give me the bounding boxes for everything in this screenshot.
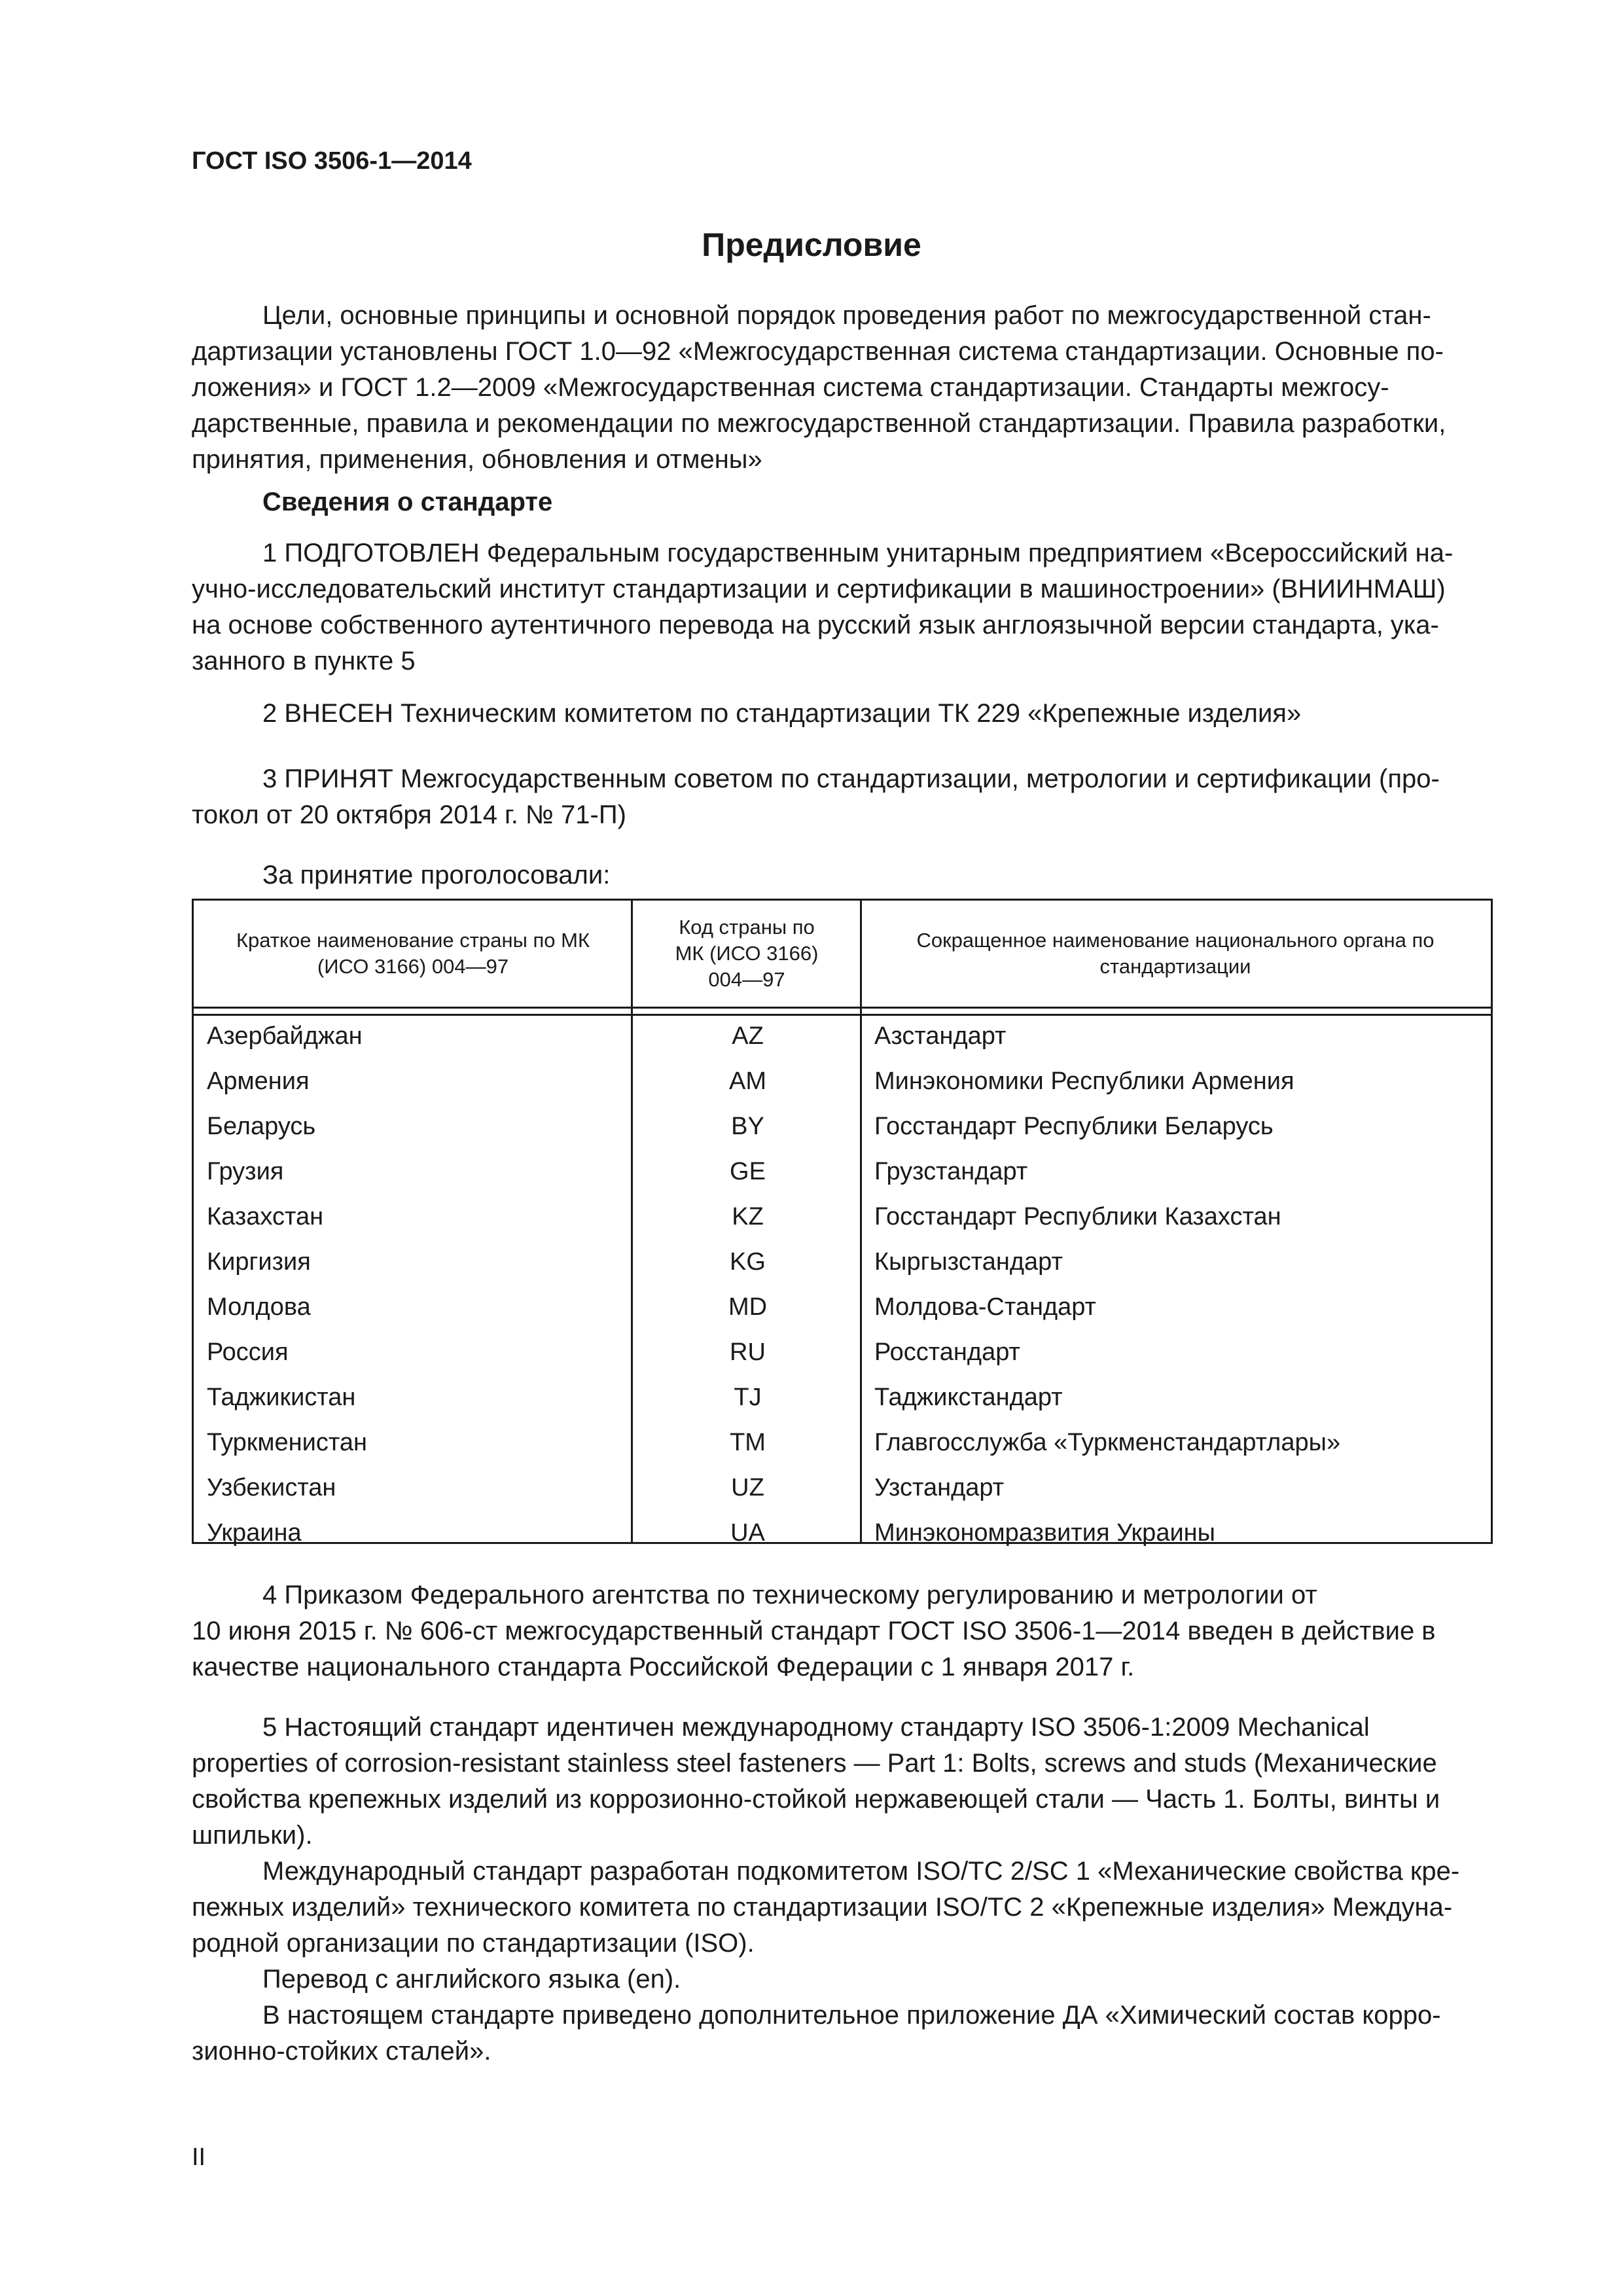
item-5-paragraph (192, 1710, 1492, 2070)
item-5-line: properties of corrosion-resistant stainless steel fasteners — Part 1: Bolts, screws and studs (Механические (192, 1749, 1437, 1778)
country-code: KZ (732, 1203, 764, 1230)
item-5-line: свойства крепежных изделий из коррозионно-стойкой нержавеющей стали — Часть 1. Болты, винты и (192, 1785, 1440, 1814)
page-number: II (192, 2144, 206, 2171)
intro-line: принятия, применения, обновления и отмены» (192, 445, 762, 474)
table-row (194, 1151, 1491, 1196)
table-row (194, 1332, 1491, 1377)
country-name: Азербайджан (207, 1022, 363, 1050)
item-4-line: качестве национального стандарта Российской Федерации с 1 января 2017 г. (192, 1653, 1135, 1681)
standards-body: Молдова-Стандарт (874, 1293, 1096, 1321)
country-name: Россия (207, 1338, 289, 1366)
page-title: Предисловие (702, 226, 921, 263)
intro-line: Цели, основные принципы и основной порядок проведения работ по межгосударственной стан- (262, 301, 1431, 330)
country-name: Узбекистан (207, 1474, 336, 1501)
item-5-line: 5 Настоящий стандарт идентичен международному стандарту ISO 3506-1:2009 Mechanical (262, 1713, 1370, 1742)
table-row (194, 1377, 1491, 1422)
table-row (194, 1196, 1491, 1242)
item-5-para2-line: пежных изделий» технического комитета по стандартизации ISO/TC 2 «Крепежные изделия» Междуна- (192, 1893, 1453, 1922)
item-4-paragraph (192, 1577, 1492, 1685)
item-1-line: 1 ПОДГОТОВЛЕН Федеральным государственным унитарным предприятием «Всероссийский на- (262, 539, 1454, 567)
standards-body: Минэкономики Республики Армения (874, 1067, 1294, 1095)
table-row (194, 1422, 1491, 1467)
country-code: GE (730, 1158, 766, 1185)
item-1-line: учно-исследовательский институт стандартизации и сертификации в машиностроении» (ВНИИНМАШ) (192, 575, 1446, 603)
country-code: TJ (734, 1384, 762, 1411)
intro-line: ложения» и ГОСТ 1.2—2009 «Межгосударственная система стандартизации. Стандарты межгосу- (192, 373, 1389, 402)
intro-paragraph (192, 298, 1492, 478)
item-1-line: занного в пункте 5 (192, 647, 416, 675)
country-code: UZ (731, 1474, 764, 1501)
item-3-line: токол от 20 октября 2014 г. № 71-П) (192, 800, 626, 829)
country-name: Молдова (207, 1293, 311, 1321)
standards-body: Главгосслужба «Туркменстандартлары» (874, 1429, 1341, 1456)
table-header-country: Краткое наименование страны по МК (ИСО 3166) 004—97 (236, 929, 590, 978)
standards-body: Госстандарт Республики Казахстан (874, 1203, 1281, 1230)
table-row (194, 1287, 1491, 1332)
country-name: Армения (207, 1067, 310, 1095)
item-5-para4-line: В настоящем стандарте приведено дополнительное приложение ДА «Химический состав корро- (262, 2001, 1441, 2030)
standards-body: Грузстандарт (874, 1158, 1028, 1185)
country-code: BY (731, 1113, 764, 1140)
item-1-paragraph (192, 535, 1492, 679)
country-name: Таджикистан (207, 1384, 356, 1411)
country-name: Казахстан (207, 1203, 324, 1230)
country-name: Киргизия (207, 1248, 311, 1276)
country-name: Грузия (207, 1158, 284, 1185)
item-5-para4-line: зионно-стойких сталей». (192, 2037, 491, 2066)
standards-body: Кыргызстандарт (874, 1248, 1063, 1276)
table-row (194, 1061, 1491, 1106)
table-header-code: Код страны по МК (ИСО 3166) 004—97 (675, 916, 819, 991)
item-3-line: 3 ПРИНЯТ Межгосударственным советом по стандартизации, метрологии и сертификации (про- (262, 764, 1440, 793)
table-row (194, 1513, 1491, 1558)
country-code: AM (729, 1067, 766, 1095)
table-row (194, 1242, 1491, 1287)
table-header-body: Сокращенное наименование национального органа по стандартизации (916, 929, 1435, 978)
item-5-para2-line: родной организации по стандартизации (ISO). (192, 1929, 755, 1958)
info-heading: Сведения о стандарте (262, 488, 553, 516)
table-row (194, 1467, 1491, 1513)
voting-table (192, 899, 1493, 1547)
vote-caption: За принятие проголосовали: (262, 861, 611, 889)
standards-body: Азстандарт (874, 1022, 1007, 1050)
country-name: Беларусь (207, 1113, 316, 1140)
country-name: Украина (207, 1519, 302, 1547)
document-code-header: ГОСТ ISO 3506-1—2014 (192, 147, 472, 175)
standards-body: Госстандарт Республики Беларусь (874, 1113, 1274, 1140)
country-code: AZ (732, 1022, 764, 1050)
standards-body: Минэкономразвития Украины (874, 1519, 1215, 1547)
table-row (194, 1016, 1491, 1061)
item-4-line: 4 Приказом Федерального агентства по техническому регулированию и метрологии от (262, 1581, 1317, 1609)
standards-body: Росстандарт (874, 1338, 1020, 1366)
country-code: RU (730, 1338, 766, 1366)
country-code: TM (730, 1429, 766, 1456)
item-3-paragraph (192, 761, 1492, 833)
table-row (194, 1106, 1491, 1151)
intro-line: дартизации установлены ГОСТ 1.0—92 «Межгосударственная система стандартизации. Основные по- (192, 337, 1444, 366)
item-5-para3: Перевод с английского языка (en). (262, 1965, 681, 1994)
country-name: Туркменистан (207, 1429, 367, 1456)
standards-body: Узстандарт (874, 1474, 1005, 1501)
country-code: KG (730, 1248, 766, 1276)
intro-line: дарственные, правила и рекомендации по межгосударственной стандартизации. Правила разработки, (192, 409, 1446, 438)
item-5-para2-line: Международный стандарт разработан подкомитетом ISO/TC 2/SC 1 «Механические свойства кре- (262, 1857, 1460, 1886)
country-code: MD (728, 1293, 768, 1321)
table-header-divider (194, 1007, 1491, 1009)
standards-body: Таджикстандарт (874, 1384, 1063, 1411)
item-5-line: шпильки). (192, 1821, 313, 1850)
item-1-line: на основе собственного аутентичного перевода на русский язык англоязычной версии стандарта, ука- (192, 611, 1439, 639)
item-2-paragraph: 2 ВНЕСЕН Техническим комитетом по стандартизации ТК 229 «Крепежные изделия» (262, 699, 1302, 728)
item-4-line: 10 июня 2015 г. № 606-ст межгосударственный стандарт ГОСТ ISO 3506-1—2014 введен в действие в (192, 1617, 1436, 1645)
country-code: UA (730, 1519, 765, 1547)
